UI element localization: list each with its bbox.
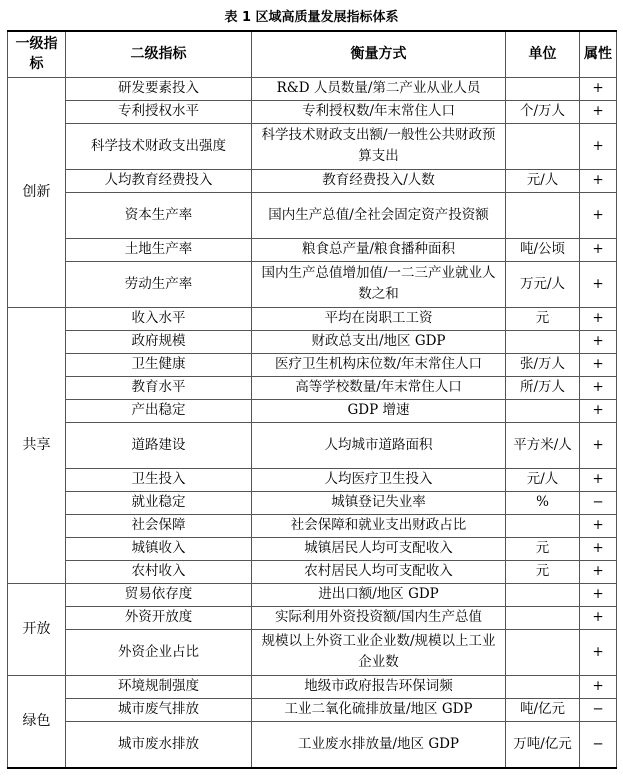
indicator-cell: 产出稳定 — [66, 399, 252, 422]
indicator-cell: 研发要素投入 — [66, 77, 252, 100]
measure-cell: 规模以上外资工业企业数/规模以上工业企业数 — [252, 629, 506, 675]
attr-cell: + — [580, 606, 617, 629]
indicator-cell: 资本生产率 — [66, 192, 252, 238]
indicator-table — [7, 30, 617, 769]
measure-cell: 人均医疗卫生投入 — [252, 468, 506, 491]
table-row — [8, 169, 617, 192]
indicator-cell: 人均教育经费投入 — [66, 169, 252, 192]
unit-cell: 吨/公顷 — [506, 238, 580, 261]
measure-cell: 城镇居民人均可支配收入 — [252, 537, 506, 560]
measure-cell: 农村居民人均可支配收入 — [252, 560, 506, 583]
table-row — [8, 698, 617, 721]
measure-cell: 国内生产总值/全社会固定资产投资额 — [252, 192, 506, 238]
measure-cell: R&D 人员数量/第二产业从业人员 — [252, 77, 506, 100]
attr-cell: + — [580, 560, 617, 583]
table-row — [8, 560, 617, 583]
indicator-cell: 外资企业占比 — [66, 629, 252, 675]
indicator-cell: 教育水平 — [66, 376, 252, 399]
table-row — [8, 468, 617, 491]
table-row — [8, 353, 617, 376]
table-row — [8, 330, 617, 353]
table-row — [8, 675, 617, 698]
attr-cell: + — [580, 629, 617, 675]
unit-cell — [506, 606, 580, 629]
measure-cell: 实际利用外资投资额/国内生产总值 — [252, 606, 506, 629]
attr-cell: − — [580, 721, 617, 768]
measure-cell: 财政总支出/地区 GDP — [252, 330, 506, 353]
table-row — [8, 238, 617, 261]
measure-cell: 人均城市道路面积 — [252, 422, 506, 468]
table-row — [8, 100, 617, 123]
header-attr: 属性 — [580, 31, 617, 77]
measure-cell: 工业废水排放量/地区 GDP — [252, 721, 506, 768]
category-cell: 创新 — [8, 77, 66, 307]
table-title: 表 1 区域高质量发展指标体系 — [224, 10, 399, 25]
table-row — [8, 399, 617, 422]
indicator-cell: 城市废水排放 — [66, 721, 252, 768]
measure-cell: 工业二氧化硫排放量/地区 GDP — [252, 698, 506, 721]
indicator-cell: 收入水平 — [66, 307, 252, 330]
attr-cell: + — [580, 192, 617, 238]
indicator-cell: 道路建设 — [66, 422, 252, 468]
unit-cell: 元 — [506, 560, 580, 583]
measure-cell: 国内生产总值增加值/一二三产业就业人数之和 — [252, 261, 506, 307]
header-level2: 二级指标 — [66, 31, 252, 77]
indicator-cell: 专利授权水平 — [66, 100, 252, 123]
indicator-cell: 土地生产率 — [66, 238, 252, 261]
attr-cell: − — [580, 491, 617, 514]
attr-cell: + — [580, 307, 617, 330]
measure-cell: 专利授权数/年末常住人口 — [252, 100, 506, 123]
unit-cell: 元 — [506, 307, 580, 330]
indicator-cell: 卫生健康 — [66, 353, 252, 376]
attr-cell: + — [580, 583, 617, 606]
attr-cell: − — [580, 698, 617, 721]
indicator-cell: 贸易依存度 — [66, 583, 252, 606]
measure-cell: 高等学校数量/年末常住人口 — [252, 376, 506, 399]
unit-cell: 吨/亿元 — [506, 698, 580, 721]
attr-cell: + — [580, 169, 617, 192]
attr-cell: + — [580, 100, 617, 123]
unit-cell: 元/人 — [506, 169, 580, 192]
unit-cell — [506, 514, 580, 537]
attr-cell: + — [580, 238, 617, 261]
attr-cell: + — [580, 376, 617, 399]
indicator-cell: 政府规模 — [66, 330, 252, 353]
header-measure: 衡量方式 — [252, 31, 506, 77]
table-row — [8, 537, 617, 560]
unit-cell — [506, 77, 580, 100]
table-row — [8, 376, 617, 399]
indicator-cell: 环境规制强度 — [66, 675, 252, 698]
table-row — [8, 629, 617, 675]
unit-cell — [506, 123, 580, 169]
table-row — [8, 261, 617, 307]
measure-cell: 地级市政府报告环保词频 — [252, 675, 506, 698]
attr-cell: + — [580, 422, 617, 468]
attr-cell: + — [580, 675, 617, 698]
measure-cell: GDP 增速 — [252, 399, 506, 422]
indicator-cell: 社会保障 — [66, 514, 252, 537]
table-row — [8, 422, 617, 468]
table-row — [8, 583, 617, 606]
attr-cell: + — [580, 537, 617, 560]
table-row — [8, 721, 617, 768]
header-unit: 单位 — [506, 31, 580, 77]
unit-cell — [506, 192, 580, 238]
attr-cell: + — [580, 514, 617, 537]
measure-cell: 进出口额/地区 GDP — [252, 583, 506, 606]
table-row — [8, 192, 617, 238]
unit-cell: 个/万人 — [506, 100, 580, 123]
unit-cell: 平方米/人 — [506, 422, 580, 468]
header-level1: 一级指标 — [8, 31, 66, 77]
attr-cell: + — [580, 77, 617, 100]
attr-cell: + — [580, 261, 617, 307]
header-row — [8, 31, 617, 77]
indicator-cell: 城市废气排放 — [66, 698, 252, 721]
indicator-cell: 城镇收入 — [66, 537, 252, 560]
indicator-cell: 就业稳定 — [66, 491, 252, 514]
unit-cell: 张/万人 — [506, 353, 580, 376]
category-cell: 共享 — [8, 307, 66, 583]
measure-cell: 科学技术财政支出额/一般性公共财政预算支出 — [252, 123, 506, 169]
unit-cell: 万吨/亿元 — [506, 721, 580, 768]
table-row — [8, 606, 617, 629]
unit-cell: % — [506, 491, 580, 514]
attr-cell: + — [580, 468, 617, 491]
attr-cell: + — [580, 353, 617, 376]
attr-cell: + — [580, 399, 617, 422]
attr-cell: + — [580, 123, 617, 169]
measure-cell: 城镇登记失业率 — [252, 491, 506, 514]
table-row — [8, 514, 617, 537]
measure-cell: 平均在岗职工工资 — [252, 307, 506, 330]
table-row — [8, 123, 617, 169]
table-row — [8, 77, 617, 100]
unit-cell — [506, 629, 580, 675]
indicator-cell: 外资开放度 — [66, 606, 252, 629]
measure-cell: 粮食总产量/粮食播种面积 — [252, 238, 506, 261]
unit-cell — [506, 675, 580, 698]
measure-cell: 社会保障和就业支出财政占比 — [252, 514, 506, 537]
table-body — [8, 77, 617, 768]
table-row — [8, 307, 617, 330]
table-row — [8, 491, 617, 514]
unit-cell — [506, 330, 580, 353]
unit-cell — [506, 583, 580, 606]
unit-cell — [506, 399, 580, 422]
attr-cell: + — [580, 330, 617, 353]
category-cell: 绿色 — [8, 675, 66, 768]
indicator-cell: 农村收入 — [66, 560, 252, 583]
unit-cell: 万元/人 — [506, 261, 580, 307]
unit-cell: 元 — [506, 537, 580, 560]
measure-cell: 医疗卫生机构床位数/年末常住人口 — [252, 353, 506, 376]
indicator-cell: 卫生投入 — [66, 468, 252, 491]
indicator-cell: 科学技术财政支出强度 — [66, 123, 252, 169]
unit-cell: 所/万人 — [506, 376, 580, 399]
unit-cell: 元/人 — [506, 468, 580, 491]
category-cell: 开放 — [8, 583, 66, 675]
indicator-cell: 劳动生产率 — [66, 261, 252, 307]
measure-cell: 教育经费投入/人数 — [252, 169, 506, 192]
